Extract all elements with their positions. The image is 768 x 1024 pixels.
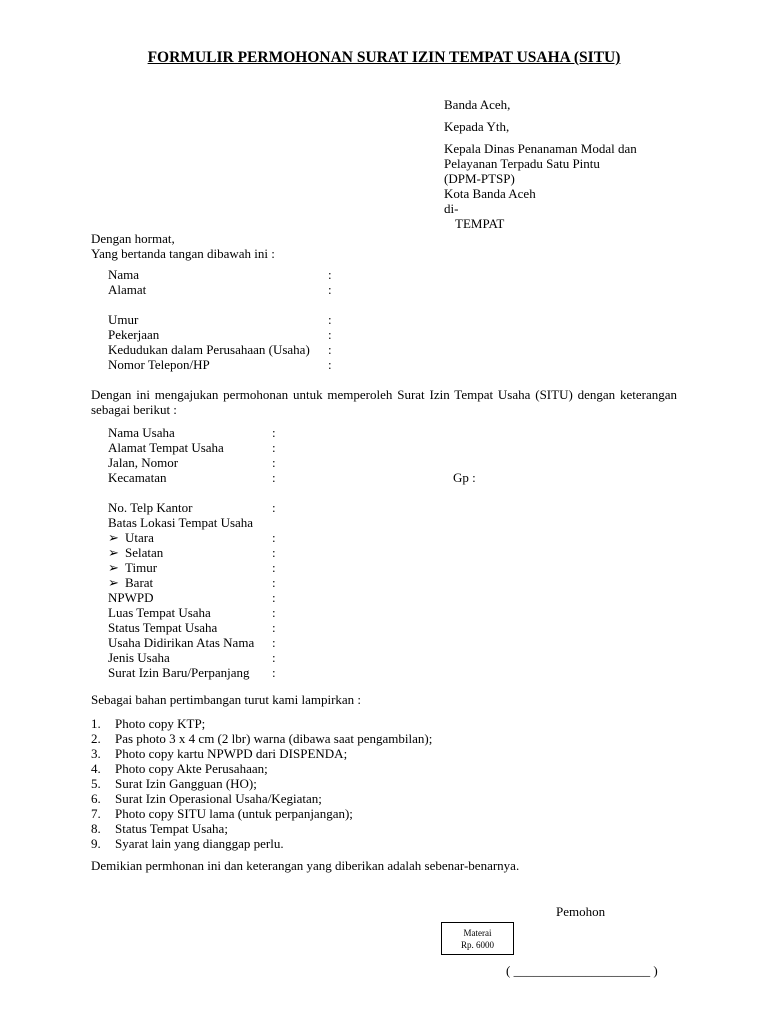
field-label: Kecamatan xyxy=(108,470,167,485)
field-label: Jalan, Nomor xyxy=(108,455,179,470)
field-label: Status Tempat Usaha xyxy=(108,620,218,635)
field-label: Jenis Usaha xyxy=(108,650,170,665)
addressee-line: Pelayanan Terpadu Satu Pintu xyxy=(444,156,600,171)
field-colon: : xyxy=(328,327,332,342)
field-colon: : xyxy=(272,575,276,590)
field-label: Batas Lokasi Tempat Usaha xyxy=(108,515,254,530)
list-item: 5. Surat Izin Gangguan (HO); xyxy=(91,776,257,791)
field-label: Nama Usaha xyxy=(108,425,175,440)
field-label: NPWPD xyxy=(108,590,154,605)
applicant-role: Pemohon xyxy=(556,904,606,919)
greeting: Dengan hormat, xyxy=(91,231,175,246)
arrow-bullet-icon: ➢ xyxy=(108,560,119,575)
field-label: Umur xyxy=(108,312,139,327)
attachments-intro: Sebagai bahan pertimbangan turut kami lampirkan : xyxy=(91,692,362,707)
list-item: 9. Syarat lain yang dianggap perlu. xyxy=(91,836,284,851)
field-colon: : xyxy=(272,455,276,470)
stamp-label: Materai xyxy=(463,928,492,938)
addressee-tempat: TEMPAT xyxy=(455,216,505,231)
arrow-bullet-icon: ➢ xyxy=(108,545,119,560)
field-label: No. Telp Kantor xyxy=(108,500,193,515)
field-colon: : xyxy=(272,605,276,620)
place-date: Banda Aceh, xyxy=(444,97,511,112)
field-colon: : xyxy=(272,530,276,545)
list-item: 7. Photo copy SITU lama (untuk perpanjangan); xyxy=(91,806,353,821)
field-colon: : xyxy=(272,650,276,665)
list-item: 8. Status Tempat Usaha; xyxy=(91,821,228,836)
addressee-line: di- xyxy=(444,201,459,216)
field-colon: : xyxy=(328,312,332,327)
signature-name-line: ( _____________________ ) xyxy=(506,963,658,978)
field-colon: : xyxy=(272,590,276,605)
field-label: Usaha Didirikan Atas Nama xyxy=(108,635,255,650)
field-label: Alamat Tempat Usaha xyxy=(108,440,224,455)
request-paragraph: Dengan ini mengajukan permohonan untuk memperoleh Surat Izin Tempat Usaha (SITU) dengan keterangan sebagai berikut : xyxy=(91,387,677,417)
list-item: 4. Photo copy Akte Perusahaan; xyxy=(91,761,268,776)
addressee-line: (DPM-PTSP) xyxy=(444,171,515,186)
list-item: 2. Pas photo 3 x 4 cm (2 lbr) warna (dibawa saat pengambilan); xyxy=(91,731,433,746)
field-colon: : xyxy=(272,470,276,485)
field-colon: : xyxy=(272,425,276,440)
field-colon: : xyxy=(272,620,276,635)
list-item: 3. Photo copy kartu NPWPD dari DISPENDA; xyxy=(91,746,348,761)
stamp-value: Rp. 6000 xyxy=(460,940,494,950)
gp-label: Gp : xyxy=(453,470,476,485)
arrow-bullet-icon: ➢ xyxy=(108,530,119,545)
field-colon: : xyxy=(272,635,276,650)
field-label: Alamat xyxy=(108,282,147,297)
field-label: Timur xyxy=(125,560,158,575)
field-colon: : xyxy=(328,267,332,282)
field-colon: : xyxy=(272,440,276,455)
salutation-to: Kepada Yth, xyxy=(444,119,510,134)
field-colon: : xyxy=(328,357,332,372)
list-item: 6. Surat Izin Operasional Usaha/Kegiatan; xyxy=(91,791,322,806)
field-colon: : xyxy=(328,342,332,357)
field-colon: : xyxy=(272,545,276,560)
field-label: Surat Izin Baru/Perpanjang xyxy=(108,665,250,680)
field-label: Nama xyxy=(108,267,140,282)
field-label: Selatan xyxy=(125,545,164,560)
closing-statement: Demikian permhonan ini dan keterangan yang diberikan adalah sebenar-benarnya. xyxy=(91,858,520,873)
arrow-bullet-icon: ➢ xyxy=(108,575,119,590)
addressee-line: Kota Banda Aceh xyxy=(444,186,536,201)
field-label: Barat xyxy=(125,575,154,590)
field-label: Kedudukan dalam Perusahaan (Usaha) xyxy=(108,342,310,357)
field-colon: : xyxy=(328,282,332,297)
field-colon: : xyxy=(272,500,276,515)
field-label: Utara xyxy=(125,530,154,545)
list-item: 1. Photo copy KTP; xyxy=(91,716,206,731)
form-title: FORMULIR PERMOHONAN SURAT IZIN TEMPAT USAHA (SITU) xyxy=(147,49,621,66)
signer-intro: Yang bertanda tangan dibawah ini : xyxy=(91,246,275,261)
field-label: Luas Tempat Usaha xyxy=(108,605,211,620)
field-colon: : xyxy=(272,560,276,575)
addressee-line: Kepala Dinas Penanaman Modal dan xyxy=(444,141,637,156)
field-label: Pekerjaan xyxy=(108,327,160,342)
stamp-box xyxy=(441,922,514,955)
field-label: Nomor Telepon/HP xyxy=(108,357,210,372)
field-colon: : xyxy=(272,665,276,680)
